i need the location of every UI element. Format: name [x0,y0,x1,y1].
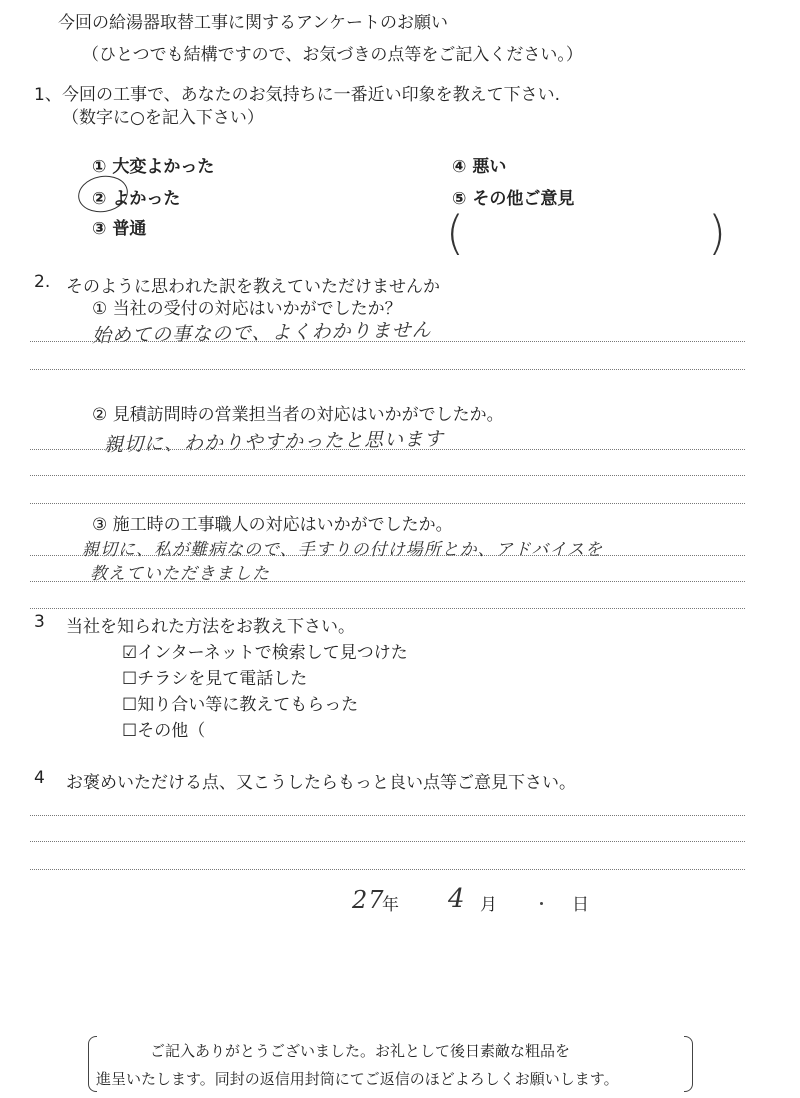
q1-other-paren-open: ( [446,206,464,260]
q1-option-3-label: 普通 [112,219,147,239]
q1-option-1-num: ① [92,157,107,177]
q1-option-4 [452,152,506,177]
q2-sub-3 [92,510,453,535]
checkbox-icon: ☐ [122,721,138,741]
q1-option-4-label: 悪い [472,157,507,177]
q2-sub-1-answer: 始めての事なので、よくわかりません [91,319,432,347]
q1-selected-circle [75,172,130,216]
q1-option-5 [452,184,574,209]
answer-line [30,815,745,816]
q3-option-3 [122,690,358,715]
checkbox-icon: ☐ [122,669,138,689]
q1-option-2-num: ② [92,189,107,209]
answer-line [30,503,745,504]
date-day-mark [540,902,543,905]
answer-line [30,369,745,370]
q1-other-paren-close: ) [708,206,726,260]
q3-option-2 [122,664,307,689]
q1-option-2-label: よかった [112,189,181,209]
q1-option-3 [92,214,146,239]
answer-line [30,608,745,609]
q3-option-1 [122,638,408,663]
date-day-label: 日 [572,895,589,915]
footer-line-1: ご記入ありがとうございました。お礼として後日素敵な粗品を [150,1042,571,1060]
answer-line [30,869,745,870]
date-year-value: 27 [352,886,385,914]
q2-sub-1 [92,294,402,319]
q1-option-5-label: その他ご意見 [472,189,575,209]
q2-sub-3-num: ③ [92,515,108,535]
q4-question: お褒めいただける点、又こうしたらもっと良い点等ご意見下さい。 [66,773,576,793]
checkbox-checked-icon: ☑ [122,643,138,663]
date-year-label: 年 [382,895,399,915]
q3-number: 3 [34,612,45,632]
q2-sub-3-label: 施工時の工事職人の対応はいかがでしたか。 [112,515,453,535]
q1-option-4-num: ④ [452,157,467,177]
q1-question: 今回の工事で、あなたのお気持ちに一番近い印象を教えて下さい. [62,85,561,105]
answer-line [30,449,745,450]
survey-subtitle: （ひとつでも結構ですので、お気づきの点等をご記入ください。） [82,45,583,65]
q2-sub-1-label: 当社の受付の対応はいかがでしたか？ [112,299,402,319]
q2-sub-2-answer: 親切に、わかりやすかったと思います [103,428,445,456]
answer-line [30,581,745,582]
q1-number: 1、 [34,85,62,105]
answer-line [30,475,745,476]
q1-option-5-num: ⑤ [452,189,467,209]
q1-instruction: （数字に○を記入下さい） [62,108,264,128]
date-month-value: 4 [448,884,466,914]
answer-line [30,555,745,556]
q3-option-1-label: インターネットで検索して見つけた [137,643,408,663]
q3-option-2-label: チラシを見て電話した [137,669,308,689]
q1-option-1 [92,152,214,177]
q2-sub-2 [92,400,504,425]
answer-line [30,341,745,342]
checkbox-icon: ☐ [122,695,138,715]
q3-option-4-label: その他（ [137,721,206,741]
survey-title: 今回の給湯器取替工事に関するアンケートのお願い [58,13,448,33]
footer-line-2: 進呈いたします。同封の返信用封筒にてご返信のほどよろしくお願いします。 [96,1070,619,1088]
q2-sub-3-answer-line2: 教えていただきました [90,564,270,584]
q4-number: 4 [34,768,45,788]
q1-option-3-num: ③ [92,219,107,239]
q2-sub-3-answer-line1: 親切に、私が難病なので、手すりの付け場所とか、アドバイスを [82,540,604,560]
answer-line [30,841,745,842]
date-month-label: 月 [480,895,497,915]
q2-sub-1-num: ① [92,299,108,319]
footer-bracket-right [684,1036,693,1092]
q3-option-3-label: 知り合い等に教えてもらった [137,695,359,715]
q2-question: そのように思われた訳を教えていただけませんか [66,277,440,297]
q2-sub-2-label: 見積訪問時の営業担当者の対応はいかがでしたか。 [112,405,504,425]
q2-sub-2-num: ② [92,405,108,425]
q3-question: 当社を知られた方法をお教え下さい。 [66,617,355,637]
q1-option-1-label: 大変よかった [112,157,215,177]
q2-number: 2. [34,272,51,292]
q3-option-4 [122,716,205,741]
